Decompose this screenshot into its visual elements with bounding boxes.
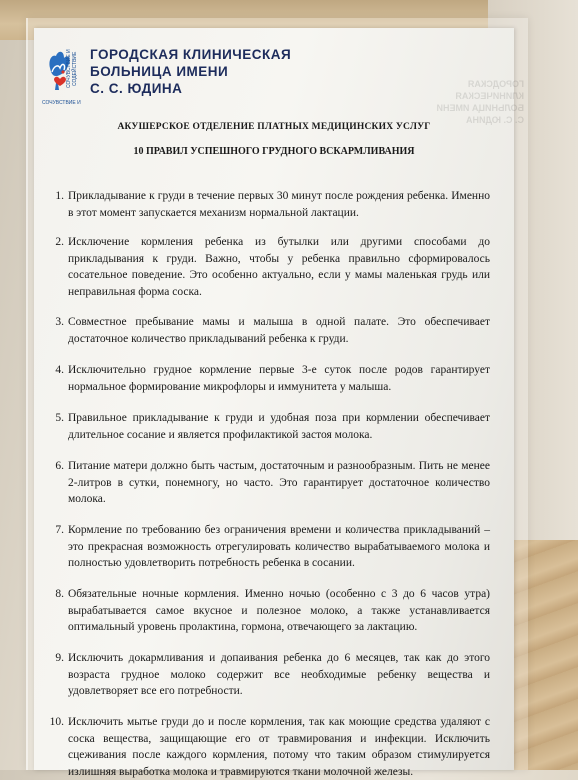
rule-text: Правильное прикладывание к груди и удобная поза при кормлении обеспечивает длительное сосание и является профилактикой застоя молока.	[68, 412, 490, 441]
rule-number: 2.	[55, 236, 64, 248]
hospital-name-line-2: БОЛЬНИЦА ИМЕНИ	[90, 64, 229, 79]
rule-number: 10.	[49, 716, 64, 728]
rule-number: 6.	[55, 460, 64, 472]
rule-number: 3.	[55, 316, 64, 328]
rule-number: 1.	[55, 190, 64, 202]
rule-text: Исключительно грудное кормление первые 3-е суток после родов гарантирует нормальное формирование микрофлоры и иммунитета у малыша.	[68, 364, 490, 393]
mirrored-reflection: ГОРОДСКАЯ КЛИНИЧЕСКАЯ БОЛЬНИЦА ИМЕНИ С. С. ЮДИНА	[436, 79, 524, 125]
department-heading: АКУШЕРСКОЕ ОТДЕЛЕНИЕ ПЛАТНЫХ МЕДИЦИНСКИХ УСЛУГ	[117, 122, 431, 132]
info-sheet	[34, 28, 524, 778]
rule-text: Прикладывание к груди в течение первых 30 минут после рождения ребенка. Именно в этот момент запускается механизм нормальной лактации.	[68, 190, 490, 219]
rule-text: Питание матери должно быть частым, достаточным и разнообразным. Пить не менее 2-литров в сутки, понемногу, но часто. Это гарантирует достаточное количество молока.	[68, 460, 490, 505]
rule-text: Совместное пребывание мамы и малыша в одной палате. Это обеспечивает достаточное количество прикладываний ребенка к груди.	[68, 316, 490, 345]
rule-text: Исключить мытье груди до и после кормления, так как моющие средства удаляют с соска вещества, защищающие его от травмирования и инфекции. Исключить сцеживания после каждого кормления, потому что таким образом стимулируется излишняя выработка молока и травмируются ткани молочной железы.	[68, 716, 490, 778]
rule-text: Кормление по требованию без ограничения времени и количества прикладываний – это прекрасная возможность отрегулировать количество вырабатываемого молока и полностью удовлетворить потребность ребенка в сосании.	[68, 524, 490, 569]
hospital-name-line-3: С. С. ЮДИНА	[90, 81, 183, 96]
rule-number: 8.	[55, 588, 64, 600]
rule-number: 5.	[55, 412, 64, 424]
rule-number: 4.	[55, 364, 64, 376]
rule-text: Исключить докармливания и допаивания ребенка до 6 месяцев, так как до этого возраста грудное молоко содержит все необходимые ребенку вещества и удовлетворяет все его потребности.	[68, 652, 490, 697]
rule-number: 9.	[55, 652, 64, 664]
document-title: 10 ПРАВИЛ УСПЕШНОГО ГРУДНОГО ВСКАРМЛИВАНИЯ	[133, 146, 415, 157]
logo-side-text: СОЧУВСТВИЕ И СОДЕЙСТВИЕ	[66, 49, 78, 89]
rule-number: 7.	[55, 524, 64, 536]
hospital-name-line-1: ГОРОДСКАЯ КЛИНИЧЕСКАЯ	[90, 47, 292, 62]
hospital-logo	[42, 46, 292, 116]
hospital-name	[90, 46, 291, 97]
rule-text: Обязательные ночные кормления. Именно ночью (особенно с 3 до 6 часов утра) вырабатывается самое вкусное и полезное молоко, а также устанавливается оптимальный уровень пролактина, гормона, отвечающего за лактацию.	[68, 588, 490, 633]
logo-bottom-text: СОЧУВСТВИЕ И	[42, 100, 81, 106]
rule-text: Исключение кормления ребенка из бутылки или другими способами до прикладывания к груди. Важно, чтобы у ребенка правильно сформировалось сосательное поведение. Это особенно актуально, если у мамы маленькая грудь или неправильная форма соска.	[68, 236, 490, 298]
